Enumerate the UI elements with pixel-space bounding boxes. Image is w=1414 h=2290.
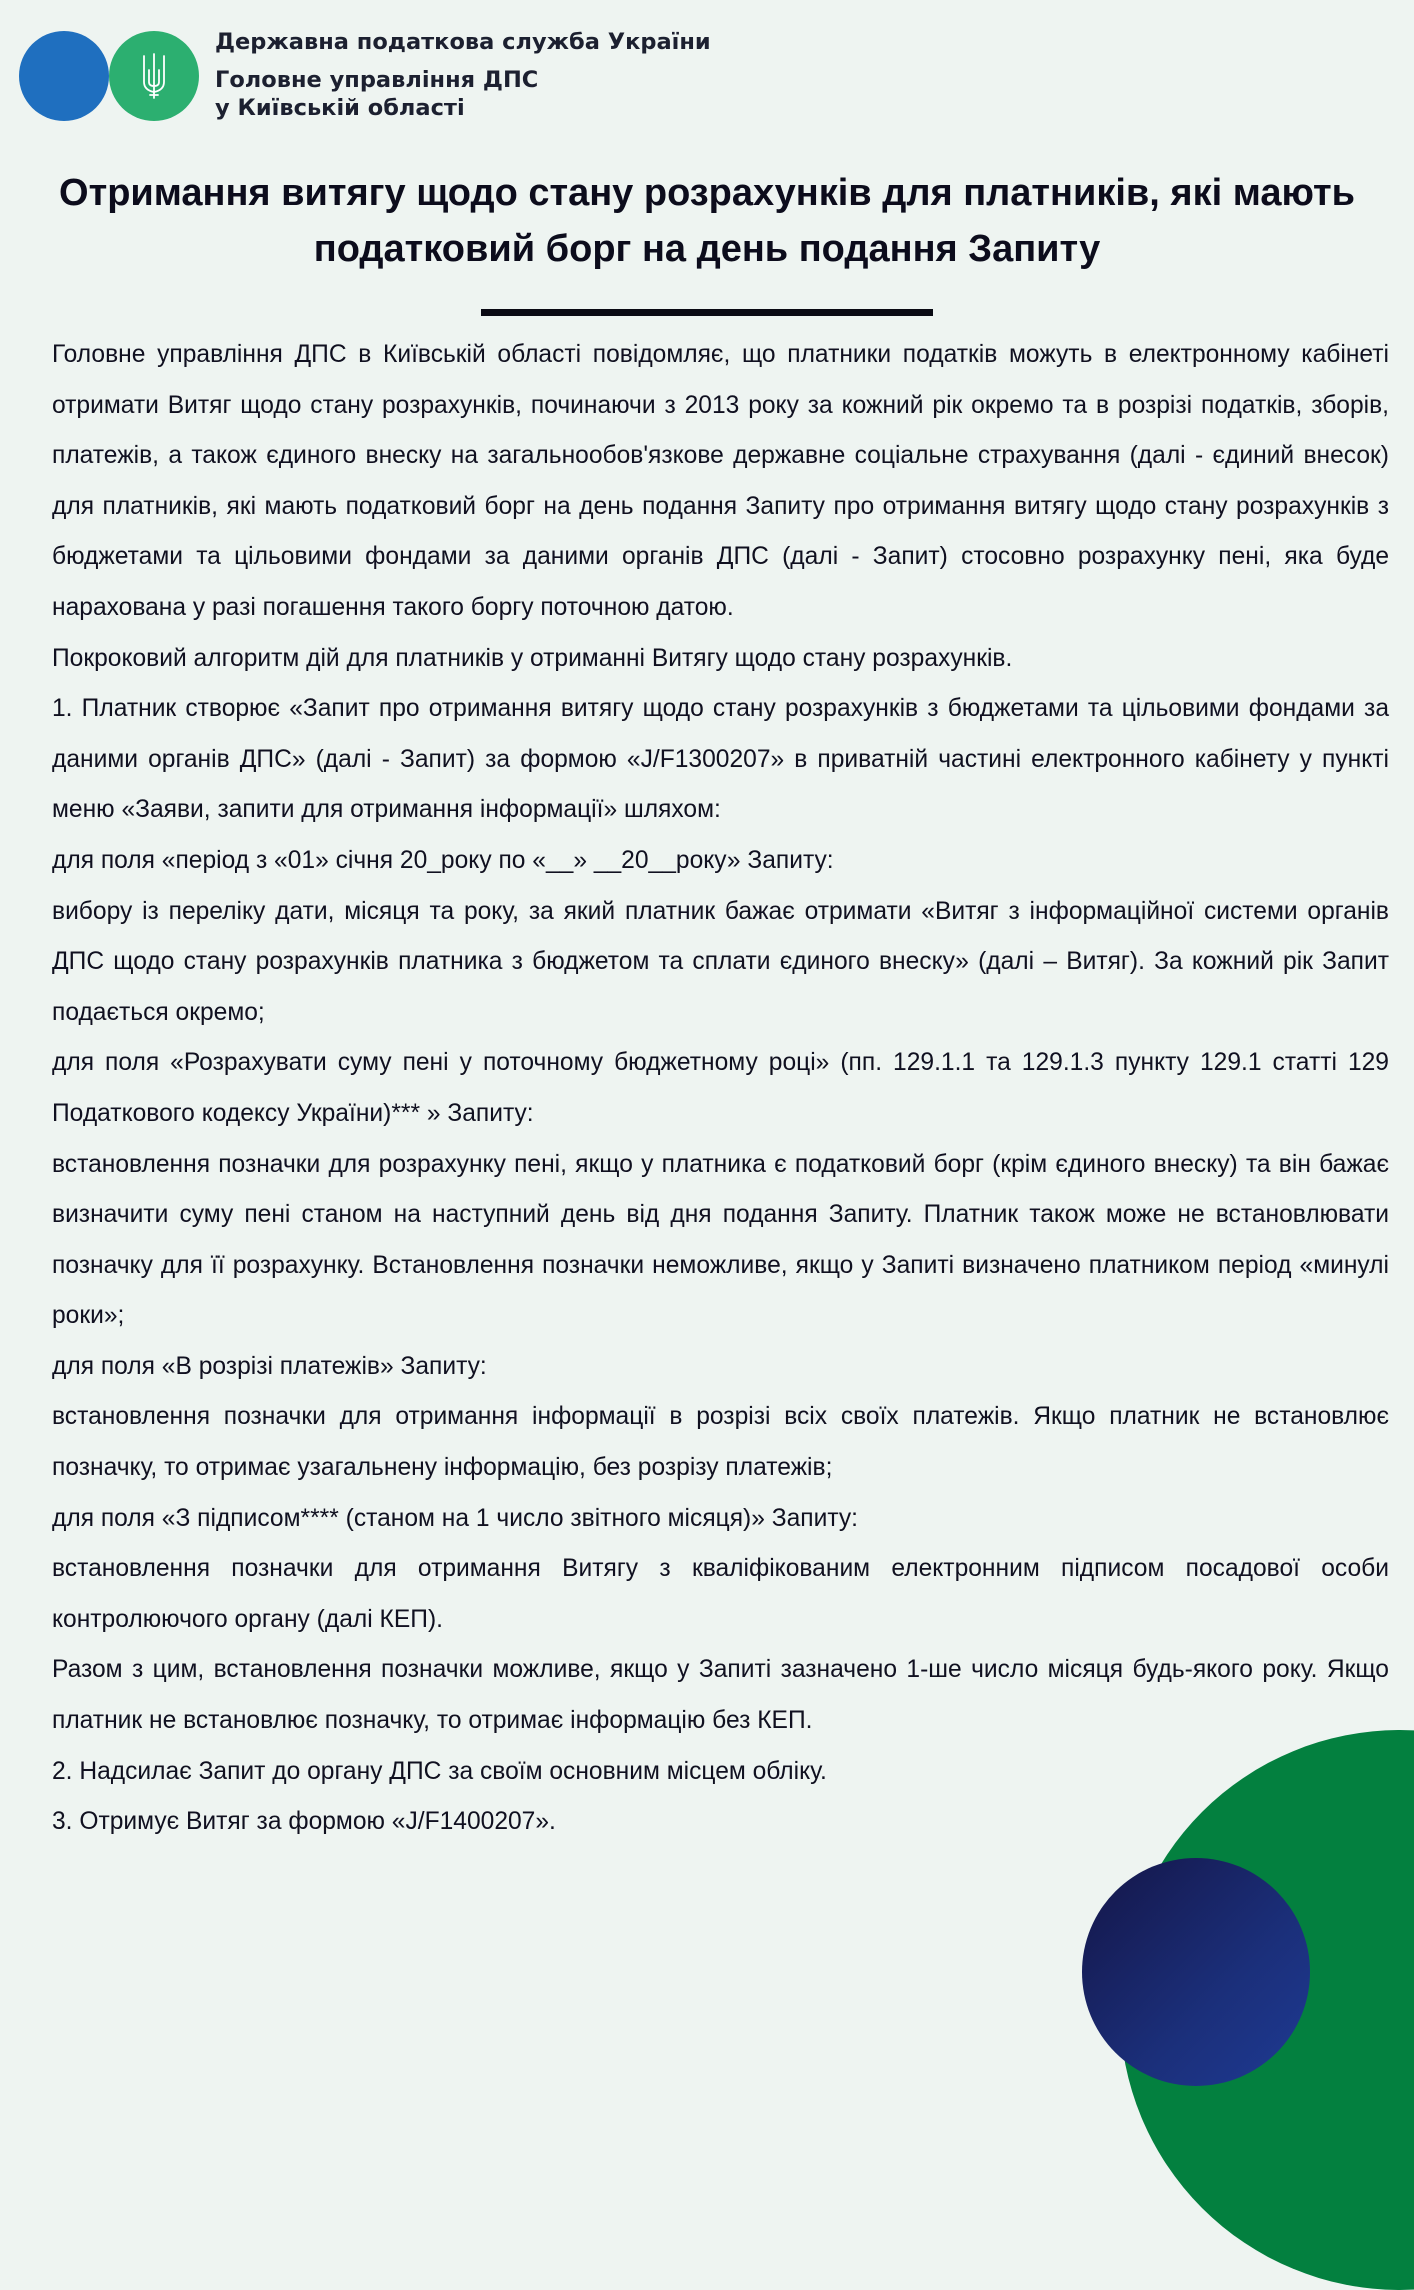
paragraph-signature-mark: встановлення позначки для отримання Витягу з кваліфікованим електронним підписом посадової особи контролюючого органу (далі КЕП). bbox=[52, 1555, 1389, 1633]
paragraph-signature-note: Разом з цим, встановлення позначки можливе, якщо у Запиті зазначено 1-ше число місяця будь-якого року. Якщо платник не встановлює позначку, то отримає інформацію без КЕП. bbox=[52, 1656, 1389, 1735]
dps-logo bbox=[19, 31, 199, 121]
paragraph-step-2: 2. Надсилає Запит до органу ДПС за своїм основним місцем обліку. bbox=[52, 1757, 827, 1785]
title-underline bbox=[481, 309, 933, 316]
paragraph-signature-field: для поля «З підписом**** (станом на 1 число звітного місяця)» Запиту: bbox=[52, 1504, 858, 1532]
page-title: Отримання витягу щодо стану розрахунків для платників, які мають податковий борг на день подання Запиту bbox=[59, 172, 1355, 270]
paragraph-period-selection: вибору із переліку дати, місяця та року, за який платник бажає отримати «Витяг з інформаційної системи органів ДПС щодо стану розрахунків платника з бюджетом та сплати єдиного внеску» (далі – Витяг). За кожний рік Запит подається окремо; bbox=[52, 897, 1389, 1026]
paragraph-penalty-mark: встановлення позначки для розрахунку пені, якщо у платника є податковий борг (крім єдиного внеску) та він бажає визначити суму пені станом на наступний день від дня подання Запиту. Платник також може не встановлювати позначку для її розрахунку. Встановлення позначки неможливе, якщо у Запиті визначено платником період «минулі роки»; bbox=[52, 1150, 1389, 1330]
org-department-name: Головне управління ДПС bbox=[215, 67, 539, 93]
decorative-navy-circle bbox=[1082, 1858, 1310, 2086]
paragraph-penalty-field: для поля «Розрахувати суму пені у поточному бюджетному році» (пп. 129.1.1 та 129.1.3 пункту 129.1 статті 129 Податкового кодексу України)*** » Запиту: bbox=[52, 1049, 1389, 1127]
article-body bbox=[52, 330, 1389, 1848]
paragraph-payments-field: для поля «В розрізі платежів» Запиту: bbox=[52, 1352, 487, 1380]
org-service-name: Державна податкова служба України bbox=[215, 29, 711, 55]
paragraph-period-field: для поля «період з «01» січня 20_року по «__» __20__року» Запиту: bbox=[52, 846, 834, 874]
paragraph-step-1: 1. Платник створює «Запит про отримання витягу щодо стану розрахунків з бюджетами та цільовими фондами за даними органів ДПС» (далі - Запит) за формою «J/F1300207» в приватній частині електронного кабінету у пункті меню «Заяви, запити для отримання інформації» шляхом: bbox=[52, 695, 1389, 824]
paragraph-algorithm-heading: Покроковий алгоритм дій для платників у отриманні Витягу щодо стану розрахунків. bbox=[52, 644, 1013, 672]
organization-name bbox=[215, 28, 711, 122]
trident-icon bbox=[141, 52, 167, 100]
paragraph-step-3: 3. Отримує Витяг за формою «J/F1400207». bbox=[52, 1808, 556, 1836]
paragraph-intro: Головне управління ДПС в Київській області повідомляє, що платники податків можуть в електронному кабінеті отримати Витяг щодо стану розрахунків, починаючи з 2013 року за кожний рік окремо та в розрізі податків, зборів, платежів, а також єдиного внеску на загальнообов'язкове державне соціальне страхування (далі - єдиний внесок) для платників, які мають податковий борг на день подання Запиту про отримання витягу щодо стану розрахунків з бюджетами та цільовими фондами за даними органів ДПС (далі - Запит) стосовно розрахунку пені, яка буде нарахована у разі погашення такого боргу поточною датою. bbox=[52, 341, 1389, 621]
paragraph-payments-mark: встановлення позначки для отримання інформації в розрізі всіх своїх платежів. Якщо платник не встановлює позначку, то отримає узагальнену інформацію, без розрізу платежів; bbox=[52, 1403, 1389, 1482]
org-region-name: у Київській області bbox=[215, 95, 465, 121]
logo-blue-circle bbox=[19, 31, 109, 121]
